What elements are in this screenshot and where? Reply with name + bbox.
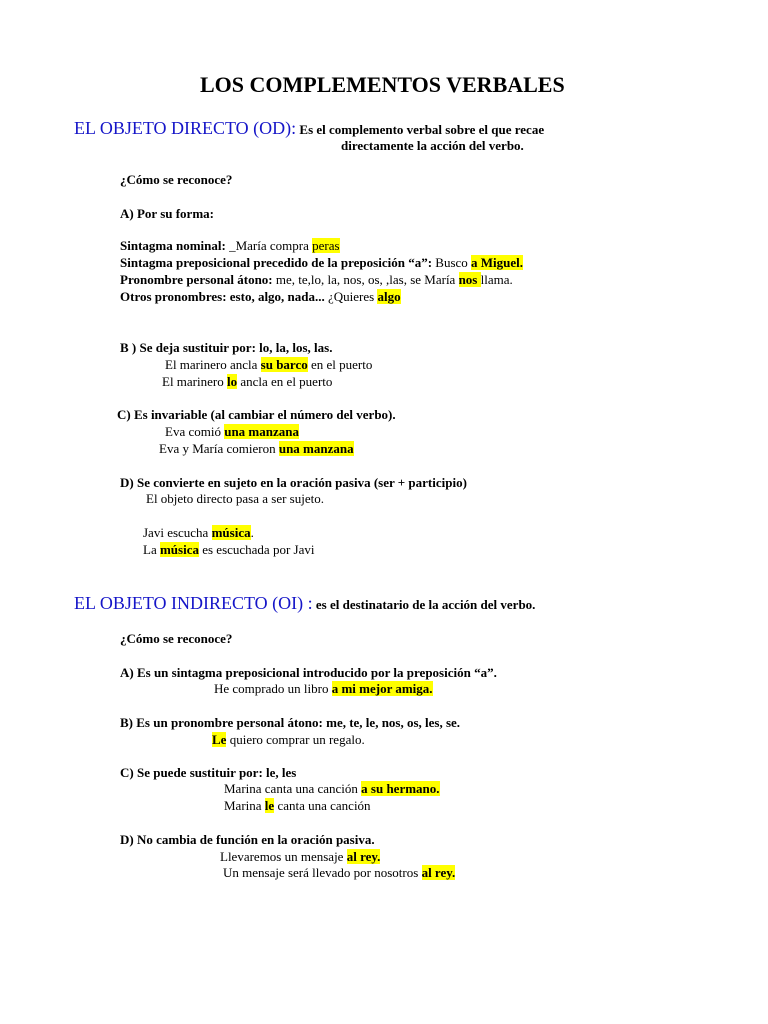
od-b-example1-highlight: su barco	[260, 357, 308, 372]
od-d-example2	[143, 542, 314, 558]
oi-c-example2	[224, 798, 371, 814]
od-c-example1-pre: Eva comió	[165, 424, 225, 439]
od-d-title: D) Se convierte en sujeto en la oración pasiva (ser + participio)	[120, 475, 467, 490]
oi-c-example2-post: canta una canción	[274, 798, 371, 813]
oi-d-example1-highlight: al rey.	[346, 849, 381, 864]
od-c-title: C) Es invariable (al cambiar el número del verbo).	[117, 407, 396, 422]
od-definition-line2: directamente la acción del verbo.	[341, 138, 524, 153]
oi-c-example1-highlight: a su hermano.	[361, 781, 440, 796]
od-d-subtitle: El objeto directo pasa a ser sujeto.	[146, 491, 324, 506]
od-b-example2-pre: El marinero	[162, 374, 227, 389]
oi-c-example1-pre: Marina canta una canción	[224, 781, 362, 796]
od-c-example2-pre: Eva y María comieron	[159, 441, 279, 456]
od-section-header	[74, 117, 544, 139]
od-d-example2-pre: La	[143, 542, 160, 557]
od-heading-colon: :	[291, 118, 297, 138]
od-otros-text: ¿Quieres	[324, 289, 378, 304]
oi-a-example	[214, 681, 433, 697]
oi-b-example-highlight: Le	[212, 732, 227, 747]
od-c-example1-highlight: una manzana	[224, 424, 299, 439]
od-d-example2-highlight: música	[159, 542, 199, 557]
od-a-title: A) Por su forma:	[120, 206, 214, 221]
od-pron-line	[120, 272, 513, 288]
od-heading: EL OBJETO DIRECTO (OD)	[74, 118, 292, 138]
oi-d-title: D) No cambia de función en la oración pasiva.	[120, 832, 375, 847]
od-c-example1	[165, 424, 299, 440]
od-d-example1	[143, 525, 254, 541]
od-otros-highlight: algo	[377, 289, 401, 304]
od-nominal-line	[120, 238, 340, 254]
od-d-example1-pre: Javi escucha	[143, 525, 212, 540]
page-title: LOS COMPLEMENTOS VERBALES	[200, 72, 565, 97]
od-otros-label: Otros pronombres: esto, algo, nada...	[120, 289, 325, 304]
od-prep-text: Busco	[432, 255, 472, 270]
oi-d-example2-highlight: al rey.	[421, 865, 456, 880]
od-definition-line1: Es el complemento verbal sobre el que recae	[299, 122, 545, 137]
od-pron-after: llama.	[480, 272, 513, 287]
oi-a-example-highlight: a mi mejor amiga.	[331, 681, 433, 696]
od-b-example2	[162, 374, 332, 390]
oi-a-title: A) Es un sintagma preposicional introducido por la preposición “a”.	[120, 665, 497, 680]
od-d-example2-post: es escuchada por Javi	[198, 542, 315, 557]
od-pron-highlight: nos	[458, 272, 481, 287]
od-question: ¿Cómo se reconoce?	[120, 172, 233, 187]
od-b-example1-pre: El marinero ancla	[165, 357, 261, 372]
oi-c-title: C) Se puede sustituir por: le, les	[120, 765, 297, 780]
od-nominal-text: _María compra	[225, 238, 313, 253]
od-otros-line	[120, 289, 401, 305]
oi-d-example2-pre: Un mensaje será llevado por nosotros	[223, 865, 422, 880]
oi-heading: EL OBJETO INDIRECTO (OI) :	[74, 593, 313, 613]
od-c-example2-highlight: una manzana	[278, 441, 354, 456]
oi-section-header	[74, 592, 535, 614]
oi-b-example-post: quiero comprar un regalo.	[226, 732, 365, 747]
od-b-example2-highlight: lo	[226, 374, 238, 389]
od-prep-highlight: a Miguel.	[471, 255, 524, 270]
oi-d-example2	[223, 865, 455, 881]
od-d-example1-highlight: música	[211, 525, 251, 540]
oi-d-example1-pre: Llevaremos un mensaje	[220, 849, 347, 864]
od-c-example2	[159, 441, 354, 457]
od-nominal-highlight: peras	[312, 238, 340, 253]
oi-c-example2-highlight: le	[264, 798, 275, 813]
od-pron-label: Pronombre personal átono:	[120, 272, 273, 287]
od-b-title: B ) Se deja sustituir por: lo, la, los, las.	[120, 340, 333, 355]
oi-a-example-pre: He comprado un libro	[214, 681, 332, 696]
od-prep-line	[120, 255, 523, 271]
od-b-example1	[165, 357, 372, 373]
od-b-example2-post: ancla en el puerto	[237, 374, 333, 389]
oi-c-example1	[224, 781, 440, 797]
od-prep-label: Sintagma preposicional precedido de la preposición “a”:	[120, 255, 433, 270]
od-pron-text: me, te,lo, la, nos, os, ,las, se María	[272, 272, 459, 287]
oi-c-example2-pre: Marina	[224, 798, 265, 813]
od-b-example1-post: en el puerto	[307, 357, 373, 372]
oi-b-example	[212, 732, 365, 748]
oi-b-title: B) Es un pronombre personal átono: me, te, le, nos, os, les, se.	[120, 715, 461, 730]
od-d-example1-post: .	[250, 525, 254, 540]
od-nominal-label: Sintagma nominal:	[120, 238, 226, 253]
oi-question: ¿Cómo se reconoce?	[120, 631, 233, 646]
oi-definition: es el destinatario de la acción del verbo.	[315, 597, 536, 612]
oi-d-example1	[220, 849, 380, 865]
